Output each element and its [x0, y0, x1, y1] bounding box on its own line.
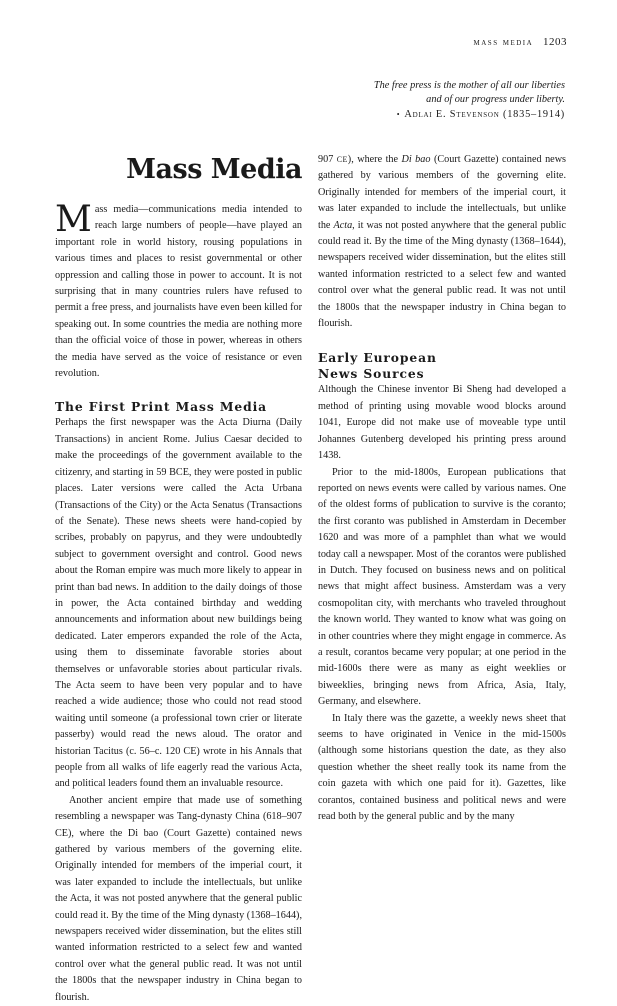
right-column [318, 152, 566, 825]
drop-cap: M [55, 199, 92, 240]
epigraph-line-1: The free press is the mother of all our liberties [373, 80, 565, 91]
left-column [55, 150, 302, 1006]
epigraph-attribution [245, 108, 565, 122]
section-heading-first-print: The First Print Mass Media [55, 399, 268, 415]
section1-paragraph-2-continued: 907 CE), where the Di bao (Court Gazette) contained news gathered by various members of the governing elite. Originally intended for members of the imperial court, it was later expanded to include the intellectuals, but unlike the Acta, it was not posted anywhere that the general public could read it. By the time of the Ming dynasty (1368–1644), newspapers received wider dissemination, but the elites still wanted information restricted to a select few and wanted control over what the general public read. It was not until the 1800s that the newspaper industry in China began to flourish. [318, 154, 567, 330]
section2-paragraph-1: Although the Chinese inventor Bi Sheng had developed a method of printing using movable wood blocks around 1041, Europe did not make use of moveable type until Johannes Gutenberg developed his printing press around 1438. [318, 384, 566, 462]
section2-paragraph-3: In Italy there was the gazette, a weekly news sheet that seems to have originated in Venice in the mid-1500s (although some historians question the date, as they also question whether the sheet really took its name from the coin gazeta with which one paid for it). Gazettes, like corantos, contained business and political news and were read both by the general public and by the many [318, 712, 566, 823]
section2-paragraph-2: Prior to the mid-1800s, European publications that reported on news events were called by various names. One of the oldest forms of publication to survive is the coranto; the first coranto was published in Amsterdam in December 1620 and was more of a pamphlet than what we would today call a newspaper. Most of the corantos were published in Dutch. They focused on business news and on political news that might affect business. Amsterdam was a very cosmopolitan city, with merchants who traveled throughout the known world. They wanted to know what was going on in other countries where they might engage in commerce. As a result, corantos became very popular; at one period in the mid-1600s there were as many as eight weeklies or biweeklies, bringing news from Africa, Asia, Italy, Germany, and elsewhere. [318, 466, 566, 708]
section1-paragraph-1: Perhaps the first newspaper was the Acta Diurna (Daily Transactions) in ancient Rome. Julius Caesar decided to make the proceedings of the government available to the citizenry, and starting in 59 BCE, they were posted in public places. Later versions were called the Acta Urbana (Transactions of the City) or the Acta Senatus (Transactions of the Senate). These news sheets were hand-copied by scribes, probably on papyrus, and they were undoubtedly subject to government oversight and control. Good news about the Roman empire was much more likely to appear in print than bad news. In addition to the daily doings of those in power, the Acta contained birthday and wedding announcements and information about new buildings being dedicated. Later emperors expanded the role of the Acta, using them to disseminate favorable stories about themselves or unfavorable stories about particular rivals. The Acta seem to have been very popular and to have reached a wide audience; those who could not read stood waiting until someone (a professional town crier or literate passerby) would read the news aloud. The orator and historian Tacitus (c. 56–c. 120 CE) wrote in his Annals that people from all walks of life eagerly read the various Acta, and political leaders found them an invaluable resource. [55, 417, 302, 790]
section-heading-early-european [318, 350, 566, 382]
intro-text: ass media—communications media intended to reach large numbers of people—have played an important role in world history, rousing populations in various times and places to resist governmental or other oppression and calling those in power to account. It is not surprising that in many countries rulers have refused to permit a free press, and journalists have even been killed for speaking out. In some countries the media are nothing more than the official voice of those in power, whereas in others the media have served as the voice of resistance or even revolution. [55, 204, 302, 380]
epigraph-attribution-text: Adlai E. Stevenson (1835–1914) [404, 108, 565, 120]
running-head-title: mass media [473, 37, 534, 48]
intro-paragraph [55, 199, 302, 382]
bullet-icon: • [396, 109, 401, 119]
heading-line-1: Early European [318, 350, 437, 366]
epigraph-line-2: and of our progress under liberty. [426, 94, 565, 106]
heading-line-2: News Sources [318, 366, 425, 382]
article-title: Mass Media [126, 154, 302, 185]
epigraph [245, 79, 565, 122]
section1-paragraph-2: Another ancient empire that made use of something resembling a newspaper was Tang-dynasty China (618–907 CE), where the Di bao (Court Gazette) contained news gathered by various members of the governing elite. Originally intended for members of the imperial court, it was later expanded to include the intellectuals, but unlike the Acta, it was not posted anywhere that the general public could read it. By the time of the Ming dynasty (1368–1644), newspapers received wider dissemination, but the elites still wanted information restricted to a select few and wanted control over what the general public read. It was not until the 1800s that the newspaper industry in China began to flourish. [55, 794, 302, 1003]
page-number: 1203 [543, 36, 567, 48]
running-head [474, 36, 567, 48]
